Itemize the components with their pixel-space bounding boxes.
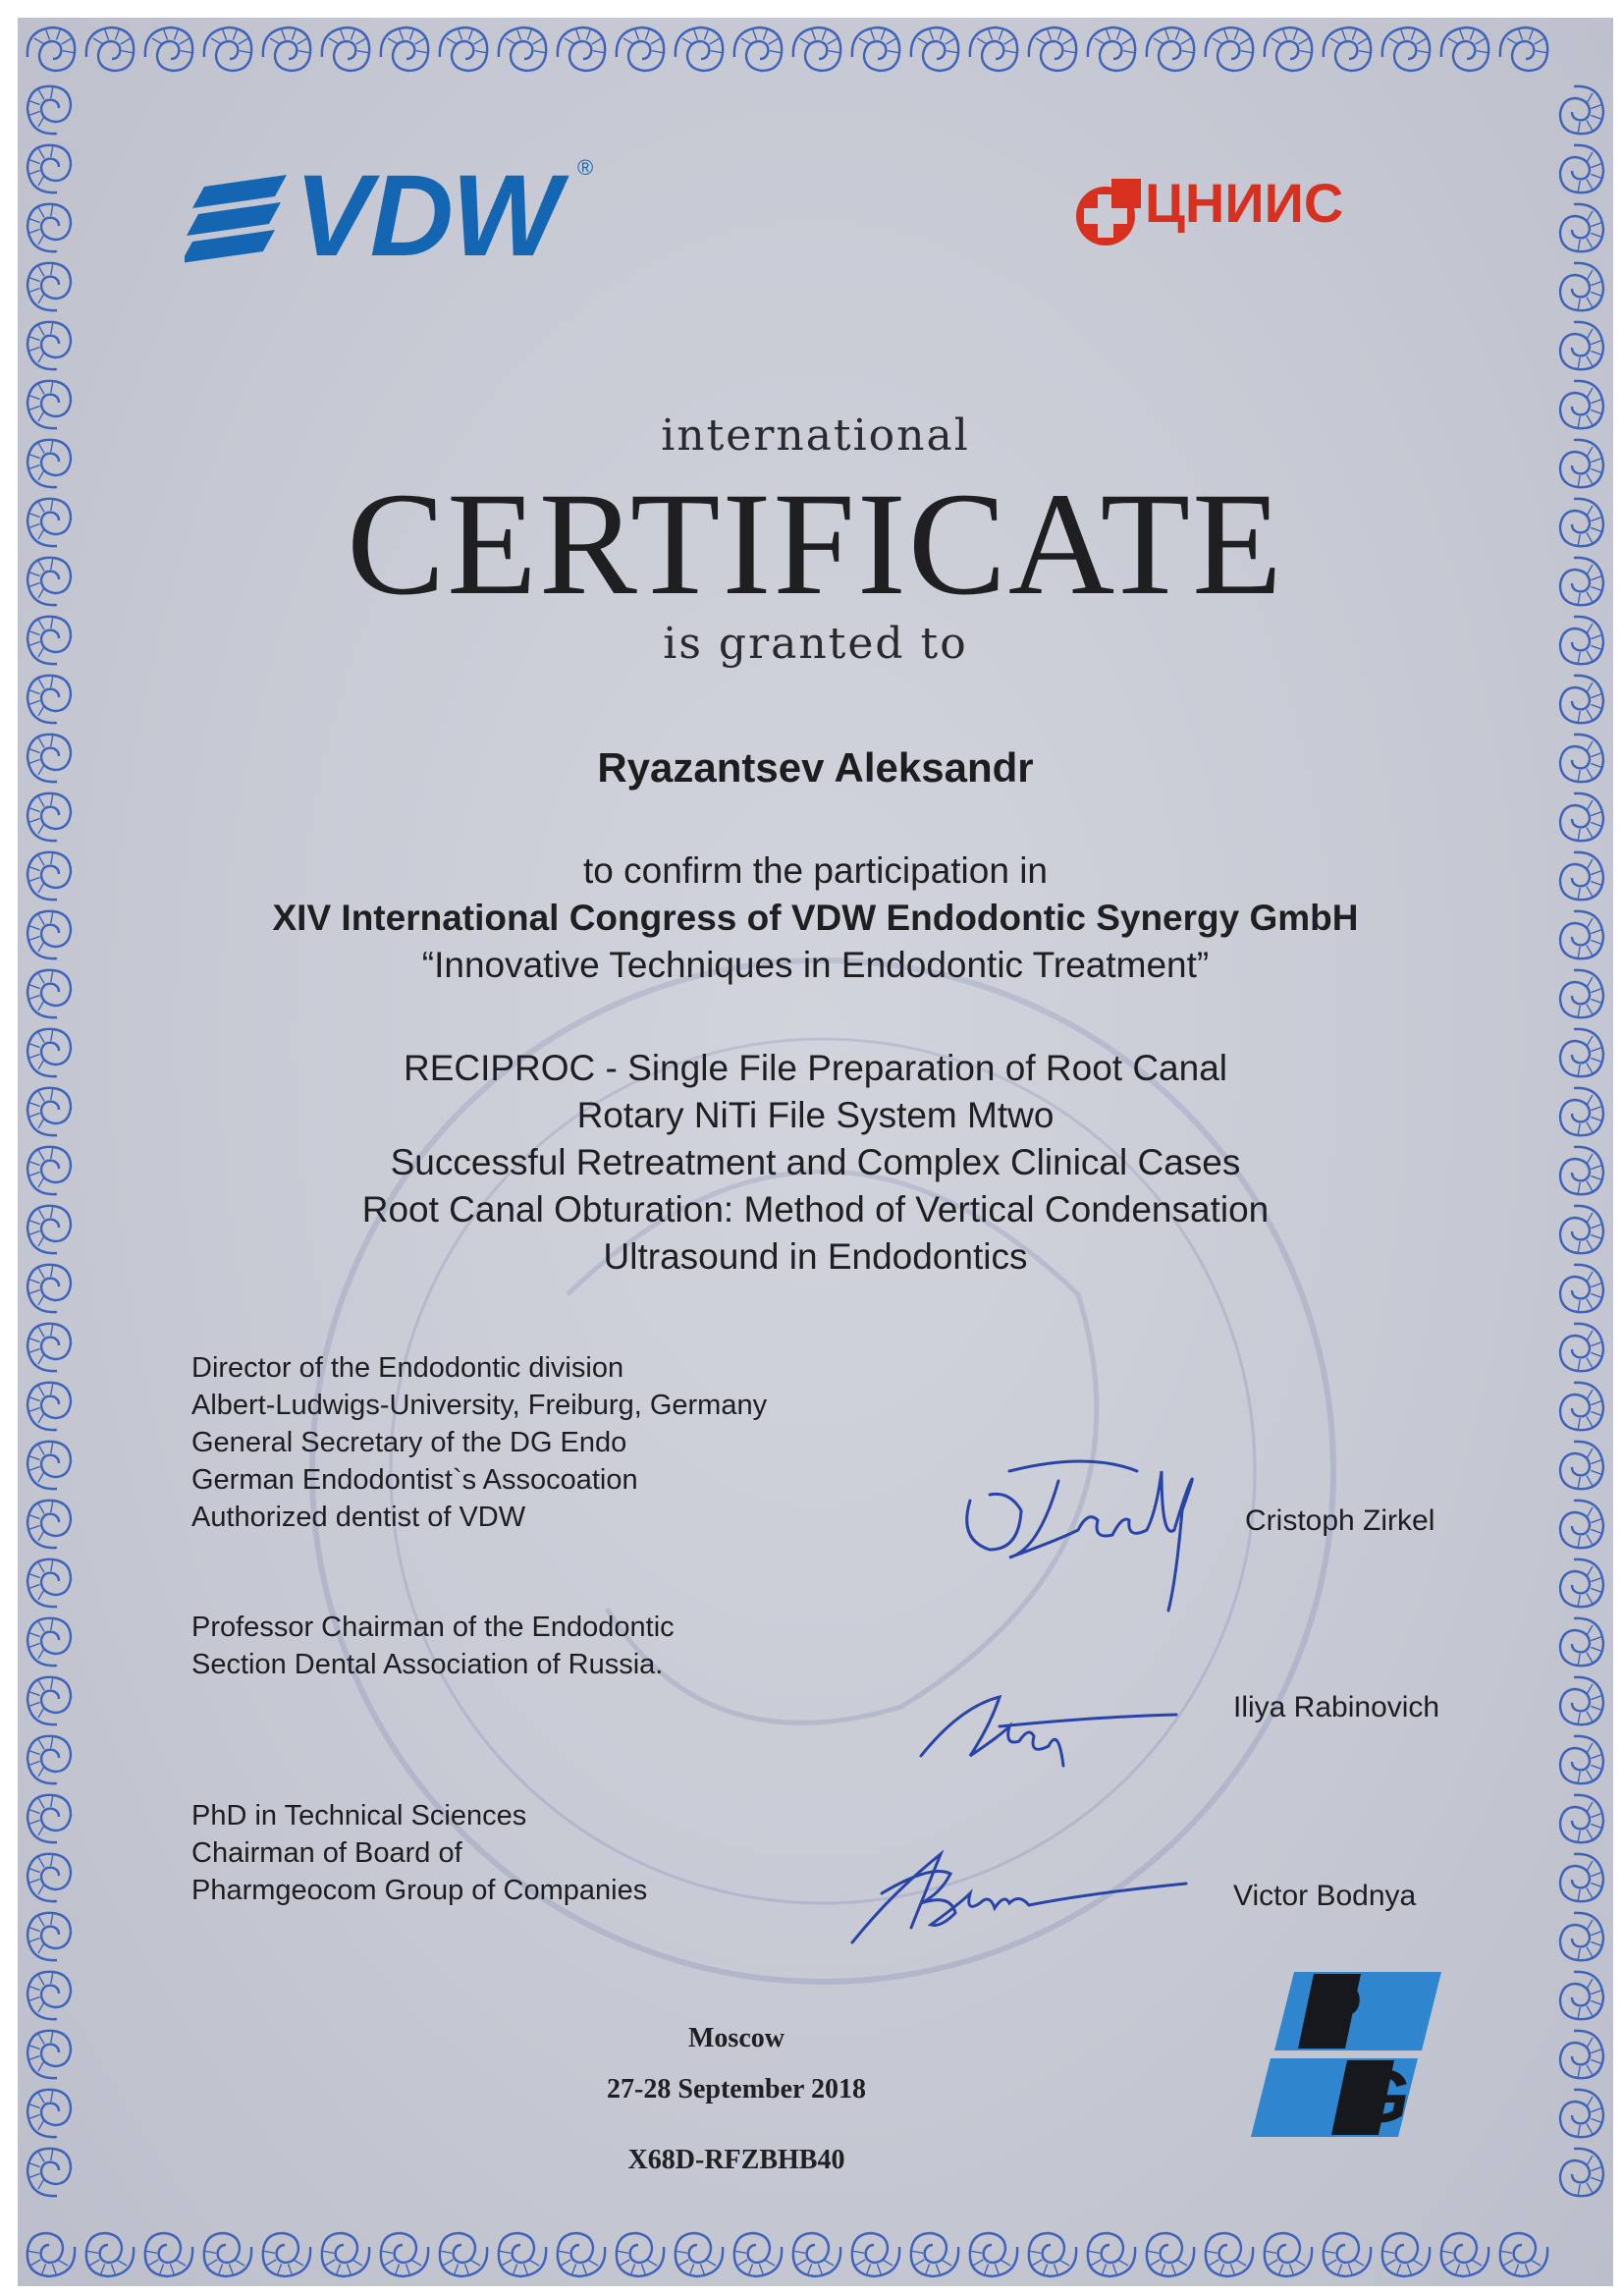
shell-ornament-icon: [1560, 1383, 1603, 1430]
shell-ornament-icon: [27, 322, 71, 369]
shell-ornament-icon: [1560, 322, 1603, 369]
heading-granted: is granted to: [663, 619, 968, 669]
signatory-1-roles: [191, 1349, 767, 1536]
shell-ornament-icon: [1560, 1618, 1603, 1666]
shell-ornament-icon: [911, 27, 958, 71]
congress-theme: “Innovative Techniques in Endodontic Treatment”: [421, 945, 1210, 985]
signatory-2-name: Iliya Rabinovich: [1233, 1691, 1440, 1723]
shell-ornament-icon: [852, 2233, 899, 2276]
footer-date: 27-28 September 2018: [607, 2074, 866, 2105]
shell-ornament-icon: [1206, 27, 1253, 71]
pg-letter-g: G: [1351, 2055, 1410, 2139]
shell-ornament-icon: [558, 2233, 605, 2276]
shell-ornament-icon: [1324, 2233, 1371, 2276]
shell-ornament-icon: [1265, 2233, 1312, 2276]
shell-ornament-icon: [204, 27, 251, 71]
footer-city: Moscow: [688, 2023, 784, 2053]
shell-ornament-icon: [86, 27, 134, 71]
shell-ornament-icon: [676, 27, 723, 71]
signatory-3-roles: [191, 1797, 647, 1909]
shell-ornament-icon: [1265, 27, 1312, 71]
shell-ornament-icon: [1441, 2233, 1488, 2276]
congress-title: XIV International Congress of VDW Endodontic Synergy GmbH: [272, 898, 1359, 938]
shell-ornament-icon: [440, 27, 487, 71]
shell-ornament-icon: [27, 263, 71, 310]
role-line: Albert-Ludwigs-University, Freiburg, Germany: [191, 1390, 768, 1421]
shell-ornament-icon: [27, 793, 71, 841]
vdw-logo-text: VDW: [295, 151, 560, 281]
shell-ornament-icon: [1560, 1559, 1603, 1607]
shell-ornament-icon: [27, 86, 71, 134]
certificate-sheet: [18, 18, 1613, 2286]
shell-ornament-icon: [1088, 27, 1135, 71]
shell-ornament-icon: [617, 2233, 664, 2276]
pg-letter-p: P: [1310, 1969, 1360, 2052]
shell-ornament-icon: [1560, 676, 1603, 723]
role-line: PhD in Technical Sciences: [191, 1800, 527, 1831]
cniis-emblem-icon: [1068, 175, 1147, 253]
shell-ornament-icon: [86, 2233, 134, 2276]
shell-ornament-icon: [440, 2233, 487, 2276]
participation-intro: to confirm the participation in: [582, 850, 1048, 891]
shell-ornament-icon: [27, 1324, 71, 1371]
shell-ornament-icon: [263, 2233, 310, 2276]
shell-ornament-icon: [27, 1795, 71, 1842]
shell-ornament-icon: [852, 27, 899, 71]
course-item: Successful Retreatment and Complex Clinical Cases: [390, 1142, 1241, 1182]
course-item: Root Canal Obturation: Method of Vertical Condensation: [361, 1189, 1270, 1230]
shell-ornament-icon: [27, 1972, 71, 2019]
shell-ornament-icon: [27, 1442, 71, 1489]
shell-ornament-icon: [1029, 27, 1076, 71]
shell-ornament-icon: [263, 27, 310, 71]
shell-ornament-icon: [1560, 1736, 1603, 1783]
shell-ornament-icon: [970, 2233, 1017, 2276]
shell-ornament-icon: [27, 1913, 71, 1960]
shell-ornament-icon: [27, 27, 75, 71]
shell-ornament-icon: [1560, 1854, 1603, 1901]
shell-ornament-icon: [617, 27, 664, 71]
shell-ornament-icon: [1560, 1442, 1603, 1489]
shell-ornament-icon: [1560, 1501, 1603, 1548]
role-line: Chairman of Board of: [191, 1837, 462, 1869]
shell-ornament-icon: [1147, 2233, 1194, 2276]
shell-ornament-icon: [911, 2233, 958, 2276]
shell-ornament-icon: [381, 27, 428, 71]
shell-ornament-icon: [145, 27, 192, 71]
shell-ornament-icon: [27, 1677, 71, 1724]
shell-ornament-icon: [499, 2233, 546, 2276]
shell-ornament-icon: [1560, 1913, 1603, 1960]
signatory-1-name: Cristoph Zirkel: [1245, 1504, 1435, 1537]
shell-ornament-icon: [322, 2233, 369, 2276]
shell-ornament-icon: [27, 676, 71, 723]
shell-ornament-icon: [1382, 27, 1430, 71]
shell-ornament-icon: [1560, 1677, 1603, 1724]
shell-ornament-icon: [381, 2233, 428, 2276]
shell-ornament-icon: [793, 27, 840, 71]
vdw-stripes-icon: [185, 169, 293, 277]
shell-ornament-icon: [1560, 2149, 1603, 2196]
course-list: [18, 1045, 1613, 1281]
pg-logo: [1245, 1969, 1441, 2139]
course-item: Ultrasound in Endodontics: [603, 1236, 1028, 1277]
shell-ornament-icon: [1560, 86, 1603, 134]
shell-ornament-icon: [27, 1501, 71, 1548]
shell-ornament-icon: [1500, 2233, 1547, 2276]
shell-ornament-icon: [734, 2233, 782, 2276]
shell-ornament-icon: [499, 27, 546, 71]
shell-ornament-icon: [27, 145, 71, 192]
shell-ornament-icon: [1560, 263, 1603, 310]
role-line: Director of the Endodontic division: [191, 1352, 624, 1384]
shell-ornament-icon: [27, 1559, 71, 1607]
signature-zirkel: [950, 1432, 1235, 1618]
shell-ornament-icon: [27, 2233, 75, 2276]
shell-ornament-icon: [734, 27, 782, 71]
shell-ornament-icon: [1324, 27, 1371, 71]
shell-ornament-icon: [1560, 1795, 1603, 1842]
role-line: General Secretary of the DG Endo: [191, 1427, 627, 1458]
shell-ornament-icon: [145, 2233, 192, 2276]
role-line: German Endodontist`s Assocoation: [191, 1464, 638, 1496]
shell-ornament-icon: [322, 27, 369, 71]
shell-ornament-icon: [1560, 793, 1603, 841]
signatory-2-roles: [191, 1609, 675, 1683]
shell-ornament-icon: [27, 1618, 71, 1666]
shell-ornament-icon: [1206, 2233, 1253, 2276]
shell-ornament-icon: [793, 2233, 840, 2276]
shell-ornament-icon: [27, 2090, 71, 2137]
shell-ornament-icon: [1560, 204, 1603, 251]
role-line: Section Dental Association of Russia.: [191, 1649, 664, 1680]
heading-certificate: CERTIFICATE: [347, 463, 1284, 626]
registered-mark: ®: [577, 155, 594, 180]
role-line: Authorized dentist of VDW: [191, 1502, 526, 1533]
shell-ornament-icon: [27, 1736, 71, 1783]
signatory-3-name: Victor Bodnya: [1233, 1880, 1417, 1912]
shell-ornament-icon: [1500, 27, 1547, 71]
shell-ornament-icon: [1560, 1324, 1603, 1371]
shell-ornament-icon: [1560, 2090, 1603, 2137]
heading-international: international: [661, 410, 970, 461]
shell-ornament-icon: [27, 1383, 71, 1430]
recipient-name: Ryazantsev Aleksandr: [597, 744, 1034, 791]
role-line: Pharmgeocom Group of Companies: [191, 1875, 648, 1906]
shell-ornament-icon: [1560, 1972, 1603, 2019]
cniis-logo-text: ЦНИИС: [1145, 172, 1344, 234]
signature-rabinovich: [901, 1667, 1196, 1776]
signature-bodnya: [833, 1834, 1206, 1952]
shell-ornament-icon: [27, 2149, 71, 2196]
shell-ornament-icon: [1029, 2233, 1076, 2276]
role-line: Professor Chairman of the Endodontic: [191, 1612, 675, 1643]
shell-ornament-icon: [676, 2233, 723, 2276]
shell-ornament-icon: [558, 27, 605, 71]
shell-ornament-icon: [1147, 27, 1194, 71]
shell-ornament-icon: [27, 204, 71, 251]
shell-ornament-icon: [1382, 2233, 1430, 2276]
shell-ornament-icon: [27, 2031, 71, 2078]
shell-ornament-icon: [970, 27, 1017, 71]
shell-ornament-icon: [1088, 2233, 1135, 2276]
shell-ornament-icon: [1560, 2031, 1603, 2078]
shell-ornament-icon: [27, 1854, 71, 1901]
shell-ornament-icon: [204, 2233, 251, 2276]
course-item: Rotary NiTi File System Mtwo: [576, 1095, 1055, 1135]
shell-ornament-icon: [1560, 145, 1603, 192]
shell-ornament-icon: [1441, 27, 1488, 71]
course-item: RECIPROC - Single File Preparation of Root Canal: [403, 1048, 1228, 1088]
footer-code: X68D-RFZBHB40: [627, 2145, 845, 2175]
